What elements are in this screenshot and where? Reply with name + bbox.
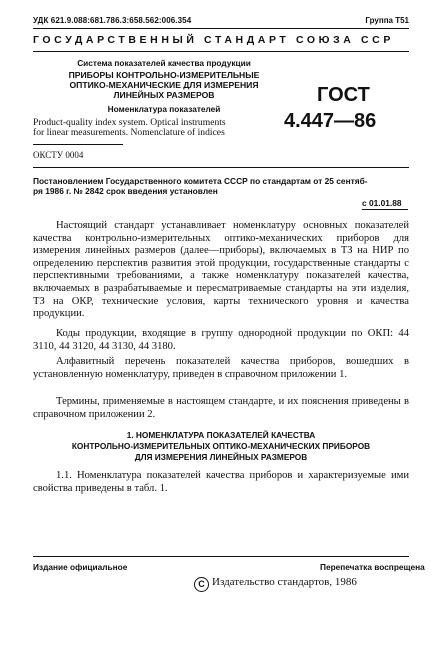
top-rule — [33, 28, 409, 29]
body-paragraph-codes: Коды продукции, входящие в группу однородной продукции по ОКП: 44 3110, 44 3120, 44 3130, 44 3180. — [33, 328, 409, 352]
body-paragraph-terms: Термины, применяемые в настоящем стандарте, и их пояснения приведены в справочном приложении 2. — [33, 396, 409, 420]
document-subtitle: Номенклатура показателей — [107, 104, 221, 114]
section-heading-line: ДЛЯ ИЗМЕРЕНИЯ ЛИНЕЙНЫХ РАЗМЕРОВ — [134, 452, 308, 462]
footer-rule — [33, 556, 409, 557]
gost-label: ГОСТ — [317, 84, 370, 106]
system-title: Система показателей качества продукции — [77, 58, 251, 68]
effective-date: с 01.01.88 — [362, 198, 402, 208]
copyright-icon: С — [194, 577, 209, 592]
group-code: Группа Т51 — [365, 16, 409, 25]
okstu-code: ОКСТУ 0004 — [33, 150, 84, 160]
okstu-rule — [33, 144, 123, 145]
decree-line: Постановлением Государственного комитета СССР по стандартам от 25 сентяб- — [33, 176, 368, 186]
section-heading-line: 1. НОМЕНКЛАТУРА ПОКАЗАТЕЛЕЙ КАЧЕСТВА — [126, 430, 316, 440]
section-heading-line: КОНТРОЛЬНО-ИЗМЕРИТЕЛЬНЫХ ОПТИКО-МЕХАНИЧЕСКИХ ПРИБОРОВ — [71, 441, 371, 451]
english-title-line: for linear measurements. Nomenclature of indices — [33, 127, 225, 138]
clause-1-1: 1.1. Номенклатура показателей качества приборов и характеризуемые ими свойства приведены в табл. 1. — [33, 470, 409, 494]
effective-date-rule — [362, 209, 408, 210]
standard-banner: ГОСУДАРСТВЕННЫЙ СТАНДАРТ СОЮЗА ССР — [33, 34, 394, 46]
gost-number: 4.447—86 — [284, 110, 377, 132]
document-title-line: ОПТИКО-МЕХАНИЧЕСКИЕ ДЛЯ ИЗМЕРЕНИЯ — [69, 80, 259, 90]
udk-code: УДК 621.9.088:681.786.3:658.562:006.354 — [33, 16, 192, 25]
copyright-text: Издательство стандартов, 1986 — [212, 576, 357, 588]
copyright-line — [194, 576, 357, 592]
official-edition-note: Издание официальное — [33, 562, 128, 572]
english-title-line: Product-quality index system. Optical instruments — [33, 117, 226, 128]
reprint-prohibited-note: Перепечатка воспрещена — [320, 562, 425, 572]
document-title-line: ЛИНЕЙНЫХ РАЗМЕРОВ — [113, 90, 215, 100]
body-paragraph-index: Алфавитный перечень показателей качества приборов, вошедших в установленную номенклатуру, приведен в справочном приложении 1. — [33, 356, 409, 380]
banner-rule — [33, 51, 409, 52]
decree-rule — [33, 167, 409, 168]
decree-line: ря 1986 г. № 2842 срок введения установлен — [33, 186, 218, 196]
document-title-line: ПРИБОРЫ КОНТРОЛЬНО-ИЗМЕРИТЕЛЬНЫЕ — [68, 70, 260, 80]
body-paragraph-scope: Настоящий стандарт устанавливает номенклатуру основных показателей качества контрольно-измерительных оптико-механических приборов для измерения линейных размеров (далее—приборы), включаемых в ТЗ на НИР по определению перспектив развития этой продукции, государственные стандарты с перспективными требованиями, а также номенклатуру показателей качества, включаемых в разрабатываемые и пересматриваемые стандарты на эти изделия, ТЗ на ОКР, технические условия, карты технического уровня и качества продукции. — [33, 220, 409, 320]
